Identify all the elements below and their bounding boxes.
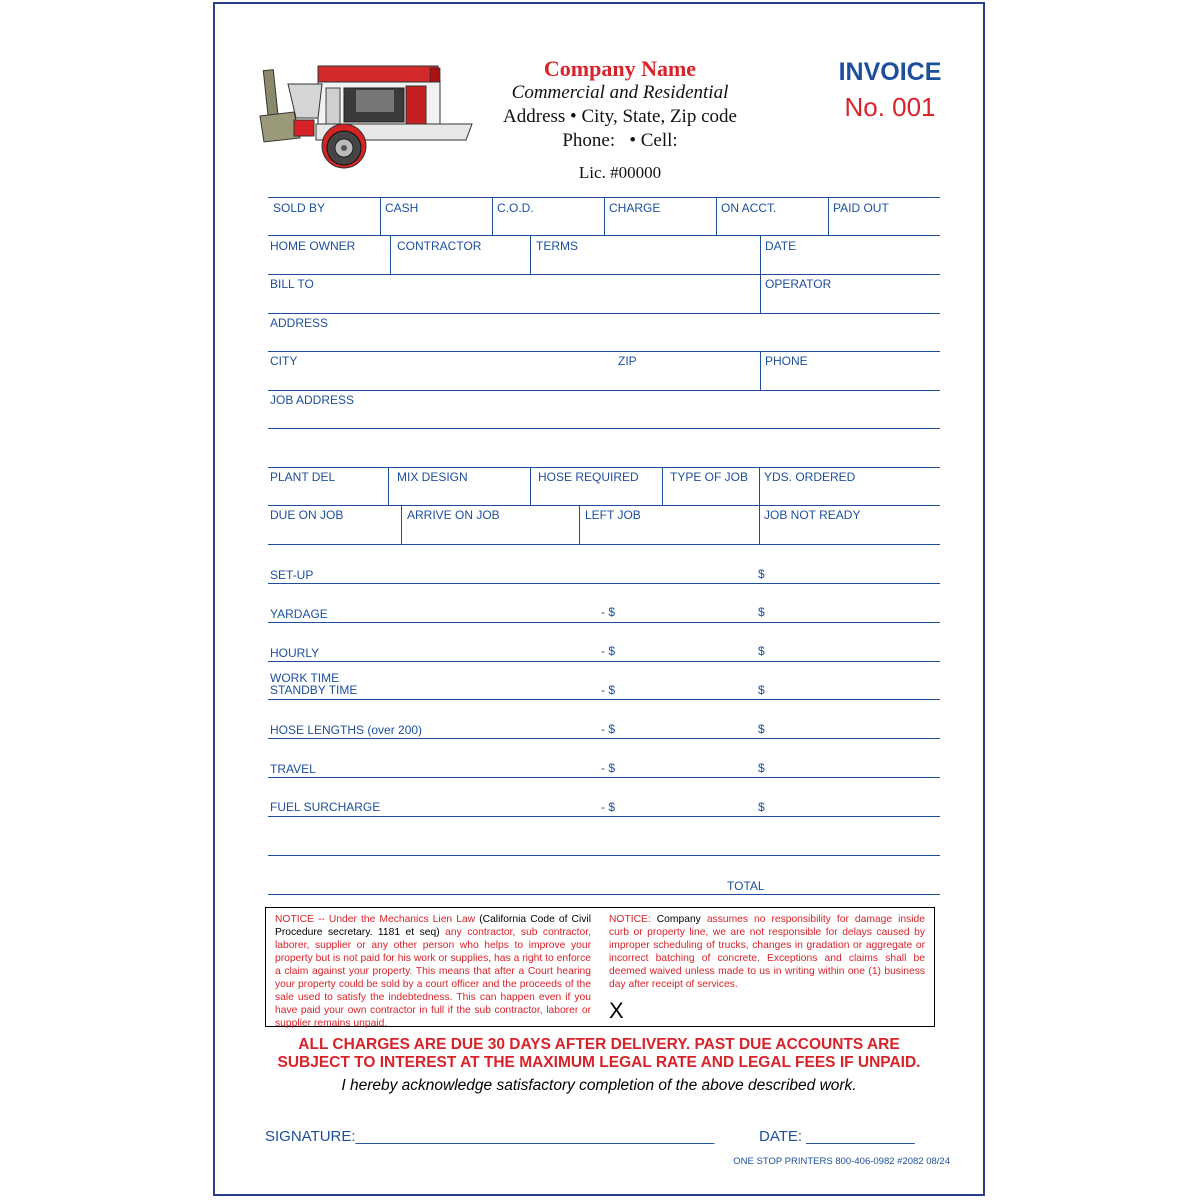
paid-out-field[interactable]: PAID OUT	[833, 201, 889, 215]
travel-amount[interactable]: $	[758, 761, 765, 775]
date-field[interactable]: DATE	[765, 239, 797, 253]
yardage-line[interactable]: YARDAGE	[270, 607, 328, 621]
fuel-surcharge-amount[interactable]: $	[758, 800, 765, 814]
printer-credit: ONE STOP PRINTERS 800-406-0982 #2082 08/24	[733, 1156, 950, 1167]
arrive-on-job-field[interactable]: ARRIVE ON JOB	[407, 508, 500, 522]
divider	[759, 467, 760, 544]
yds-ordered-field[interactable]: YDS. ORDERED	[764, 470, 856, 484]
rule	[268, 583, 940, 584]
phone-field[interactable]: PHONE	[765, 354, 808, 368]
payment-terms-line1: ALL CHARGES ARE DUE 30 DAYS AFTER DELIVERY. PAST DUE ACCOUNTS ARE	[298, 1036, 900, 1053]
cash-field[interactable]: CASH	[385, 201, 419, 215]
rule	[268, 505, 940, 506]
divider	[388, 467, 389, 505]
rule	[268, 390, 940, 391]
job-not-ready-field[interactable]: JOB NOT READY	[764, 508, 861, 522]
divider	[401, 505, 402, 544]
standby-time-line[interactable]: STANDBY TIME	[270, 683, 358, 697]
zip-field[interactable]: ZIP	[618, 354, 637, 368]
hose-required-field[interactable]: HOSE REQUIRED	[538, 470, 639, 484]
license-number: Lic. #00000	[578, 163, 662, 182]
operator-field[interactable]: OPERATOR	[765, 277, 832, 291]
rule	[268, 351, 940, 352]
rule	[268, 816, 940, 817]
yardage-rate[interactable]: - $	[601, 605, 616, 619]
divider	[760, 351, 761, 390]
rule	[268, 894, 940, 895]
acknowledgement-text: I hereby acknowledge satisfactory completion of the above described work.	[341, 1077, 857, 1094]
extra-line[interactable]	[268, 855, 940, 856]
hose-lengths-amount[interactable]: $	[758, 722, 765, 736]
payment-terms-line2: SUBJECT TO INTEREST AT THE MAXIMUM LEGAL RATE AND LEGAL FEES IF UNPAID.	[277, 1054, 921, 1071]
divider	[828, 197, 829, 235]
hourly-line[interactable]: HOURLY	[270, 646, 320, 660]
home-owner-field[interactable]: HOME OWNER	[270, 239, 356, 253]
divider	[662, 467, 663, 505]
hourly-rate[interactable]: - $	[601, 644, 616, 658]
setup-amount[interactable]: $	[758, 567, 765, 581]
divider	[716, 197, 717, 235]
mechanics-lien-notice: NOTICE -- Under the Mechanics Lien Law (California Code of Civil Procedure secretary. 1181 et seq) any contractor, sub contractor, laborer, supplier or any other person who helps to improve your property but is not paid for his work or supplies, has a right to enforce a claim against your property. This means that after a Court hearing your property could be sold by a court officer and the proceeds of the sale used to satisfy the indebtedness. This can happen even if you have paid your own contractor in full if the sub contractor, laborer or supplier remains unpaid.	[275, 914, 591, 1029]
due-on-job-field[interactable]: DUE ON JOB	[270, 508, 344, 522]
rule	[268, 777, 940, 778]
invoice-title: INVOICE	[838, 58, 942, 86]
bill-to-field[interactable]: BILL TO	[270, 277, 314, 291]
fuel-surcharge-rate[interactable]: - $	[601, 800, 616, 814]
work-time-amount[interactable]: $	[758, 683, 765, 697]
rule	[268, 738, 940, 739]
rule	[268, 428, 940, 429]
left-job-field[interactable]: LEFT JOB	[585, 508, 641, 522]
divider	[390, 235, 391, 274]
hourly-amount[interactable]: $	[758, 644, 765, 658]
hose-lengths-line[interactable]: HOSE LENGTHS (over 200)	[270, 723, 423, 737]
terms-field[interactable]: TERMS	[536, 239, 578, 253]
travel-line[interactable]: TRAVEL	[270, 762, 316, 776]
rule	[268, 313, 940, 314]
company-tagline: Commercial and Residential	[511, 82, 729, 103]
hose-lengths-rate[interactable]: - $	[601, 722, 616, 736]
rule	[268, 235, 940, 236]
divider	[604, 197, 605, 235]
divider	[492, 197, 493, 235]
work-time-line[interactable]: WORK TIME	[270, 671, 340, 685]
travel-rate[interactable]: - $	[601, 761, 616, 775]
rule	[268, 544, 940, 545]
city-field[interactable]: CITY	[270, 354, 298, 368]
company-address: Address • City, State, Zip code	[503, 106, 737, 127]
on-acct-field[interactable]: ON ACCT.	[721, 201, 777, 215]
company-phone: Phone: • Cell:	[562, 130, 678, 151]
signature-field[interactable]: SIGNATURE:___________________________________________	[265, 1128, 715, 1145]
divider	[530, 235, 531, 274]
sold-by-field[interactable]: SOLD BY	[273, 201, 326, 215]
address-field[interactable]: ADDRESS	[270, 316, 329, 330]
job-address-field[interactable]: JOB ADDRESS	[270, 393, 355, 407]
divider	[530, 467, 531, 505]
work-time-rate[interactable]: - $	[601, 683, 616, 697]
signature-x-mark[interactable]: X	[609, 998, 624, 1023]
total-label[interactable]: TOTAL	[727, 879, 765, 893]
company-responsibility-notice: NOTICE: Company assumes no responsibility for damage inside curb or property line, we are not responsible for delays caused by improper scheduling of trucks, changes in gradation or aggregate or incorrect batching of concrete. Exceptions and claims shall be deemed waived unless made to us in writing within one (1) business day after receipt of services.	[609, 914, 925, 990]
plant-del-field[interactable]: PLANT DEL	[270, 470, 336, 484]
type-of-job-field[interactable]: TYPE OF JOB	[670, 470, 749, 484]
contractor-field[interactable]: CONTRACTOR	[397, 239, 482, 253]
divider	[760, 235, 761, 313]
rule	[268, 622, 940, 623]
rule	[268, 699, 940, 700]
rule	[268, 274, 940, 275]
invoice-number: No. 001	[844, 92, 936, 122]
cod-field[interactable]: C.O.D.	[497, 201, 534, 215]
company-name: Company Name	[543, 56, 697, 81]
divider	[380, 197, 381, 235]
charge-field[interactable]: CHARGE	[609, 201, 661, 215]
rule	[268, 467, 940, 468]
fuel-surcharge-line[interactable]: FUEL SURCHARGE	[270, 800, 381, 814]
rule	[268, 661, 940, 662]
yardage-amount[interactable]: $	[758, 605, 765, 619]
mix-design-field[interactable]: MIX DESIGN	[397, 470, 468, 484]
divider	[579, 505, 580, 544]
signature-date-field[interactable]: DATE: _____________	[759, 1128, 915, 1145]
concrete-pump-truck-illustration	[256, 60, 478, 172]
setup-line[interactable]: SET-UP	[270, 568, 314, 582]
